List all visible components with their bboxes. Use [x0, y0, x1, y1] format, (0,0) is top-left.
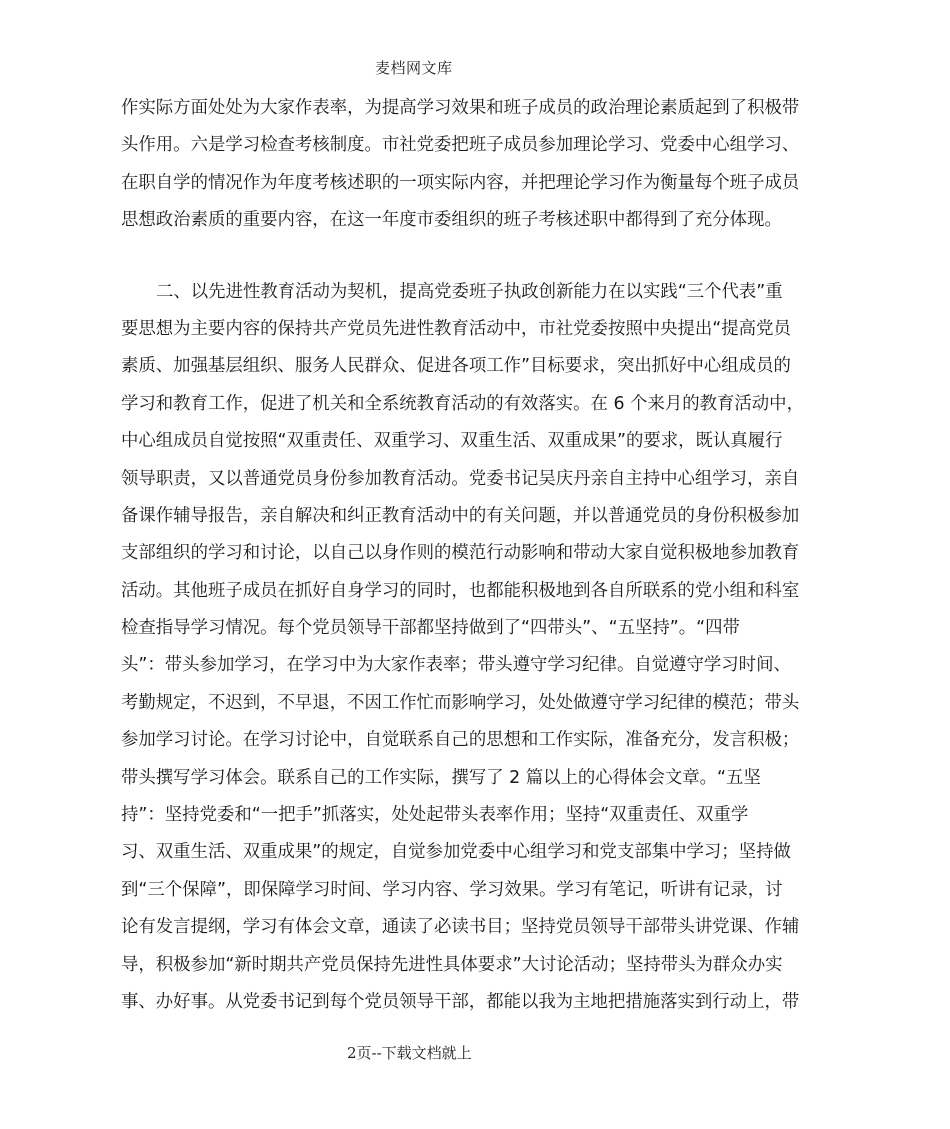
paragraph-gap: [121, 240, 861, 274]
text-line: 导，积极参加“新时期共产党员保持先进性具体要求”大讨论活动；坚持带头为群众办实: [121, 954, 783, 975]
text-line: 作实际方面处处为大家作表率，为提高学习效果和班子成员的政治理论素质起到了积极带: [121, 98, 800, 118]
text-line: 考勤规定，不迟到，不早退，不因工作忙而影响学习，处处做遵守学习纪律的模范；带头: [121, 692, 800, 713]
text-line: 活动。其他班子成员在抓好自身学习的同时，也都能积极地到各自所联系的党小组和科室: [121, 580, 800, 601]
text-line: 论有发言提纲，学习有体会文章，通读了必读书目；坚持党员领导干部带头讲党课、作辅: [121, 917, 800, 938]
document-body: [121, 90, 861, 1021]
text-line: 参加学习讨论。在学习讨论中，自觉联系自己的思想和工作实际，准备充分，发言积极；: [121, 730, 800, 751]
text-line: 素质、加强基层组织、服务人民群众、促进各项工作”目标要求，突出抓好中心组成员的: [121, 356, 791, 377]
text-line: 备课作辅导报告，亲自解决和纠正教育活动中的有关问题，并以普通党员的身份积极参加: [121, 505, 800, 526]
paragraph-1: [121, 90, 861, 240]
text-line: 带头撰写学习体会。联系自己的工作实际，撰写了 2 篇以上的心得体会文章。“五坚: [121, 767, 761, 788]
text-line: 持”：坚持党委和“一把手”抓落实，处处起带头表率作用；坚持“双重责任、双重学: [121, 805, 749, 826]
text-line: 习、双重生活、双重成果”的规定，自觉参加党委中心组学习和党支部集中学习；坚持做: [121, 842, 791, 863]
text-line: 支部组织的学习和讨论，以自己以身作则的模范行动影响和带动大家自觉积极地参加教育: [121, 543, 800, 564]
text-line: 思想政治素质的重要内容，在这一年度市委组织的班子考核述职中都得到了充分体现。: [121, 210, 782, 231]
paragraph-2: [121, 274, 861, 1022]
text-line: 头”：带头参加学习，在学习中为大家作表率；带头遵守学习纪律。自觉遵守学习时间、: [121, 655, 791, 676]
page-header: 麦档网文库: [375, 59, 453, 77]
text-line: 学习和教育工作，促进了机关和全系统教育活动的有效落实。在 6 个来月的教育活动中，: [121, 393, 804, 414]
text-line: 要思想为主要内容的保持共产党员先进性教育活动中，市社党委按照中央提出“提高党员: [121, 318, 791, 339]
text-line: 到“三个保障”，即保障学习时间、学习内容、学习效果。学习有笔记，听讲有记录，讨: [121, 879, 783, 900]
text-line: 二、以先进性教育活动为契机，提高党委班子执政创新能力在以实践“三个代表”重: [156, 281, 783, 302]
text-line: 检查指导学习情况。每个党员领导干部都坚持做到了“四带头”、“五坚持”。“四带: [121, 618, 740, 639]
text-line: 中心组成员自觉按照“双重责任、双重学习、双重生活、双重成果”的要求，既认真履行: [121, 431, 783, 452]
text-line: 领导职责，又以普通党员身份参加教育活动。党委书记吴庆丹亲自主持中心组学习，亲自: [121, 468, 800, 489]
text-line: 在职自学的情况作为年度考核述职的一项实际内容，并把理论学习作为衡量每个班子成员: [121, 172, 800, 193]
page-footer: 2页--下载文档就上: [347, 1044, 472, 1062]
text-line: 事、办好事。从党委书记到每个党员领导干部，都能以我为主地把措施落实到行动上，带: [121, 991, 800, 1012]
text-line: 头作用。六是学习检查考核制度。市社党委把班子成员参加理论学习、党委中心组学习、: [121, 135, 800, 156]
